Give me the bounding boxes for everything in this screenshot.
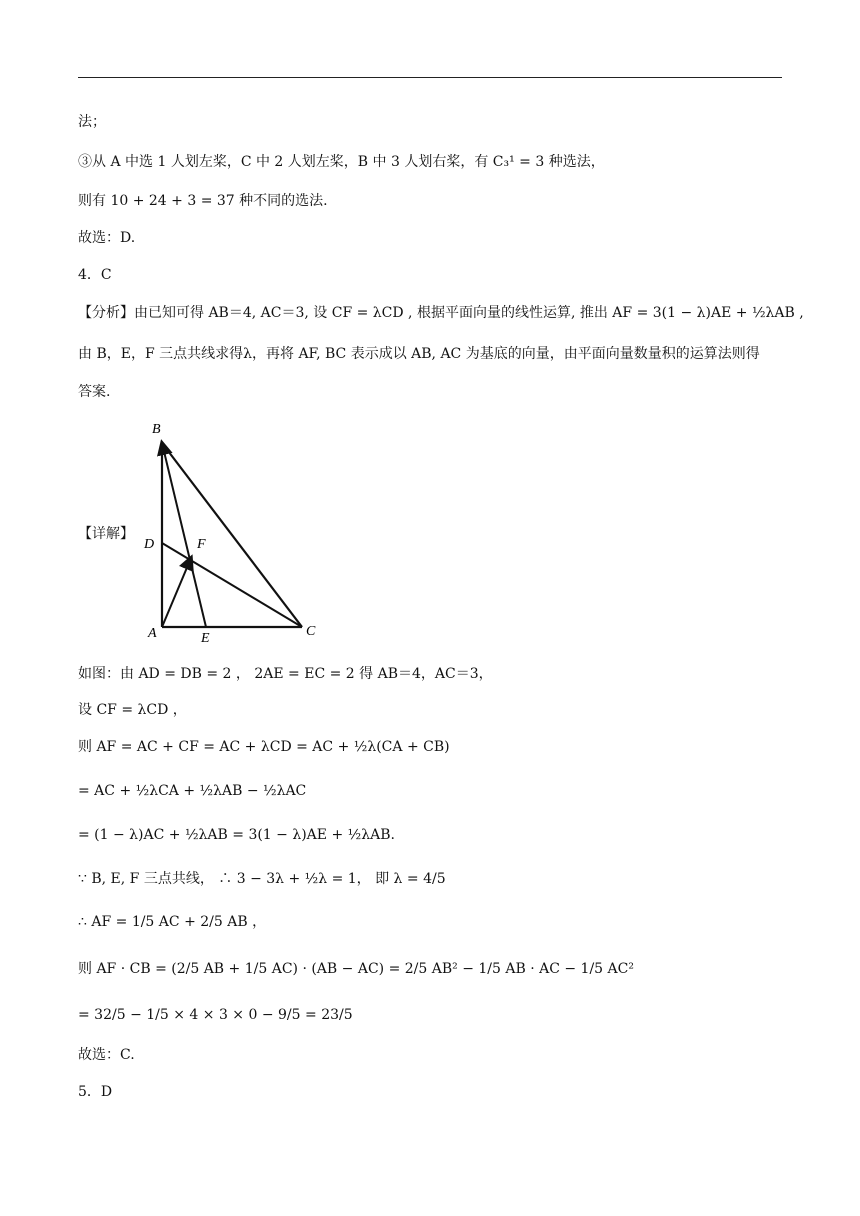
header-rule bbox=[78, 77, 782, 78]
solution-line: 故选：C. bbox=[78, 1047, 135, 1063]
analysis-line: 由 B，E，F 三点共线求得λ，再将 AF, BC 表示成以 AB, AC 为基底的向量，由平面向量数量积的运算法则得 bbox=[78, 346, 760, 362]
detail-heading: 【详解】 bbox=[78, 526, 134, 542]
segment-dc bbox=[162, 543, 302, 627]
label-d: D bbox=[144, 537, 155, 552]
triangle-diagram bbox=[140, 415, 330, 650]
vector-af bbox=[162, 558, 191, 627]
text-line: 则有 10 + 24 + 3 = 37 种不同的选法. bbox=[78, 193, 328, 209]
label-b: B bbox=[152, 422, 161, 437]
text-line: 法； bbox=[78, 114, 106, 130]
solution-line: 则 AF = AC + CF = AC + λCD = AC + ½λ(CA + CB) bbox=[78, 739, 450, 755]
solution-line: = (1 − λ)AC + ½λAB = 3(1 − λ)AE + ½λAB. bbox=[78, 827, 395, 843]
solution-line: ∴ AF = 1/5 AC + 2/5 AB ， bbox=[78, 914, 267, 930]
solution-line: ∵ B, E, F 三点共线， ∴ 3 − 3λ + ½λ = 1， 即 λ = 4/5 bbox=[78, 871, 446, 887]
label-f: F bbox=[197, 537, 206, 552]
solution-line: 如图：由 AD = DB = 2 ， 2AE = EC = 2 得 AB＝4，AC＝3， bbox=[78, 666, 493, 682]
label-a: A bbox=[148, 626, 157, 641]
analysis-line: 答案. bbox=[78, 384, 111, 400]
solution-line: = AC + ½λCA + ½λAB − ½λAC bbox=[78, 783, 307, 799]
solution-line: 则 AF · CB = (2/5 AB + 1/5 AC) · (AB − AC) = 2/5 AB² − 1/5 AB · AC − 1/5 AC² bbox=[78, 961, 634, 977]
text-line: 故选：D. bbox=[78, 230, 136, 246]
analysis-line: 【分析】由已知可得 AB＝4, AC＝3, 设 CF = λCD , 根据平面向量的线性运算, 推出 AF = 3(1 − λ)AE + ½λAB , bbox=[78, 305, 804, 321]
question-number: 4．C bbox=[78, 267, 112, 283]
text-line: ③从 A 中选 1 人划左桨，C 中 2 人划左桨，B 中 3 人划右桨，有 C₃¹ = 3 种选法， bbox=[78, 154, 605, 170]
label-c: C bbox=[306, 624, 316, 639]
label-e: E bbox=[201, 631, 210, 646]
question-number: 5．D bbox=[78, 1084, 113, 1100]
solution-line: 设 CF = λCD ， bbox=[78, 702, 187, 718]
solution-line: = 32/5 − 1/5 × 4 × 3 × 0 − 9/5 = 23/5 bbox=[78, 1007, 353, 1023]
